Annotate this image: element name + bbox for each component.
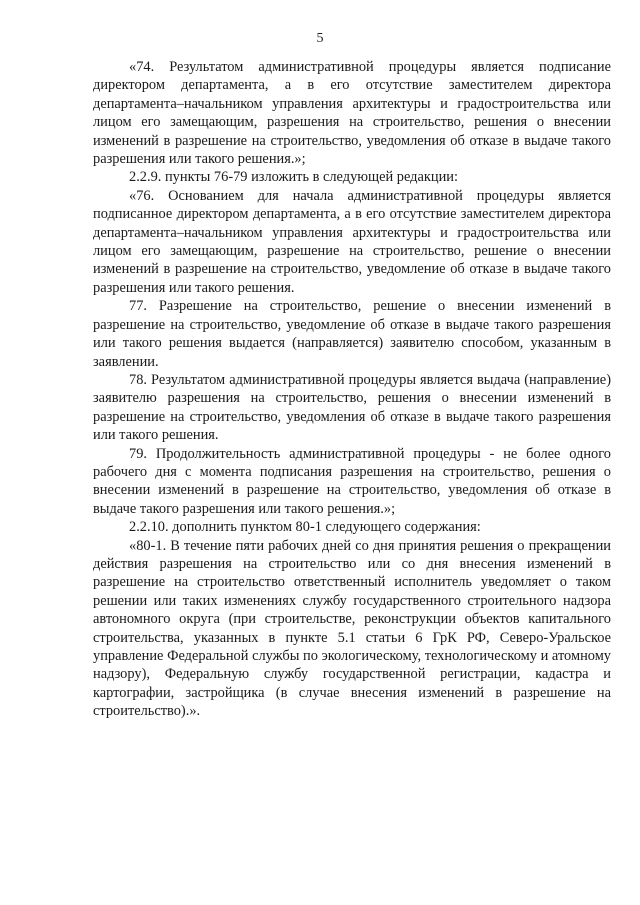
paragraph-77: 77. Разрешение на строительство, решение о внесении изменений в разрешение на строительство, уведомление об отказе в выдаче такого разрешения или такого решения выдается (направляется) заявителю способом, указанным в заявлении. <box>93 298 611 370</box>
paragraph-74: «74. Результатом административной процедуры является подписание директором департамента, а в его отсутствие заместителем директора департамента–начальником управления архитектуры и градостроительства или лицом его замещающим, разрешения на строительство, решения о внесении изменений в разрешение на строительство, уведомления об отказе в выдаче такого разрешения или такого решения.»; <box>93 59 611 168</box>
paragraph-76: «76. Основанием для начала административной процедуры является подписанное директором департамента, а в его отсутствие заместителем директора департамента–начальником управления архитектуры и градостроительства или лицом его замещающим, разрешение на строительство, решение о внесении изменений в разрешение на строительство, уведомление об отказе в выдаче такого разрешения или такого решения. <box>93 187 611 296</box>
paragraph-80-1: «80-1. В течение пяти рабочих дней со дня принятия решения о прекращении действия разрешения на строительство или со дня внесения изменений в разрешение на строительство ответственный исполнитель уведомляет о таком решении или таких изменениях службу государственного строительного надзора автономного округа (при строительстве, реконструкции объектов капитального строительства, указанных в пункте 5.1 статьи 6 ГрК РФ, Северо-Уральское управление Федеральной службы по экологическому, технологическому и атомному надзору), Федеральную службу государственной регистрации, кадастра и картографии, застройщика (в случае внесения изменений в разрешение на строительство).». <box>93 537 611 720</box>
paragraph-79: 79. Продолжительность административной процедуры - не более одного рабочего дня с момента подписания разрешения на строительство, решения о внесении изменений в разрешение на строительство, уведомления об отказе в выдаче такого разрешения или такого решения.»; <box>93 445 611 517</box>
paragraph-2-2-10: 2.2.10. дополнить пунктом 80-1 следующего содержания: <box>129 519 481 536</box>
paragraph-2-2-9: 2.2.9. пункты 76-79 изложить в следующей редакции: <box>129 169 458 186</box>
page-number: 5 <box>316 31 324 46</box>
paragraph-78: 78. Результатом административной процедуры является выдача (направление) заявителю разрешения на строительство, решения о внесении изменений в разрешение на строительство, уведомления об отказе в выдаче такого разрешения или такого решения. <box>93 371 611 444</box>
document-body <box>93 58 611 721</box>
